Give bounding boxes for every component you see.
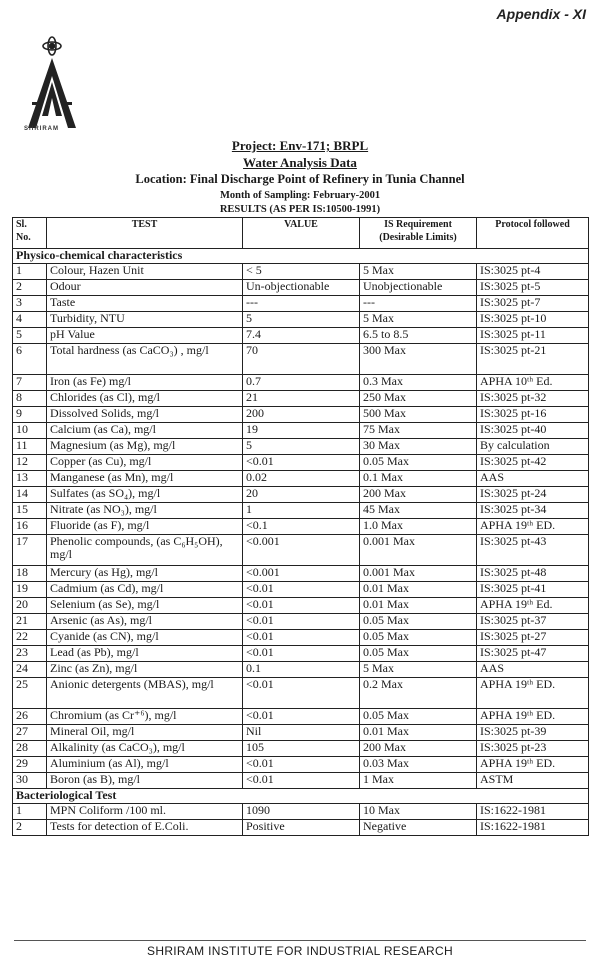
cell-test: Cadmium (as Cd), mg/l bbox=[47, 582, 243, 598]
table-row bbox=[13, 773, 589, 789]
table-row bbox=[13, 503, 589, 519]
cell-sl-no: 2 bbox=[13, 280, 47, 296]
cell-value: 0.7 bbox=[243, 375, 360, 391]
table-row bbox=[13, 582, 589, 598]
cell-sl-no: 23 bbox=[13, 646, 47, 662]
cell-sl-no: 2 bbox=[13, 820, 47, 836]
section-header-row bbox=[13, 249, 589, 264]
cell-requirement: 1.0 Max bbox=[360, 519, 477, 535]
cell-requirement: 10 Max bbox=[360, 804, 477, 820]
cell-protocol: AAS bbox=[477, 662, 589, 678]
document-title: Water Analysis Data bbox=[243, 155, 357, 170]
logo-text: SHRIRAM bbox=[24, 126, 59, 132]
table-row bbox=[13, 566, 589, 582]
cell-test: Cyanide (as CN), mg/l bbox=[47, 630, 243, 646]
column-header-protocol: Protocol followed bbox=[477, 218, 589, 249]
cell-sl-no: 29 bbox=[13, 757, 47, 773]
cell-protocol: IS:3025 pt-34 bbox=[477, 503, 589, 519]
cell-protocol: By calculation bbox=[477, 439, 589, 455]
results-standard: RESULTS (AS PER IS:10500-1991) bbox=[219, 204, 381, 215]
cell-test: Chromium (as Cr⁺⁶), mg/l bbox=[47, 709, 243, 725]
cell-sl-no: 14 bbox=[13, 487, 47, 503]
cell-protocol: IS:3025 pt-10 bbox=[477, 312, 589, 328]
cell-test: Lead (as Pb), mg/l bbox=[47, 646, 243, 662]
cell-test: Manganese (as Mn), mg/l bbox=[47, 471, 243, 487]
table-row bbox=[13, 344, 589, 375]
cell-value: 20 bbox=[243, 487, 360, 503]
section-title: Physico-chemical characteristics bbox=[13, 249, 589, 264]
cell-test: Phenolic compounds, (as C₆H₅OH), mg/l bbox=[47, 535, 243, 566]
cell-test: Dissolved Solids, mg/l bbox=[47, 407, 243, 423]
table-row bbox=[13, 312, 589, 328]
cell-value: 200 bbox=[243, 407, 360, 423]
table-row bbox=[13, 487, 589, 503]
cell-value: 21 bbox=[243, 391, 360, 407]
cell-test: Zinc (as Zn), mg/l bbox=[47, 662, 243, 678]
cell-sl-no: 3 bbox=[13, 296, 47, 312]
cell-test: Calcium (as Ca), mg/l bbox=[47, 423, 243, 439]
cell-sl-no: 1 bbox=[13, 804, 47, 820]
cell-requirement: 0.05 Max bbox=[360, 614, 477, 630]
cell-test: Mercury (as Hg), mg/l bbox=[47, 566, 243, 582]
cell-sl-no: 13 bbox=[13, 471, 47, 487]
cell-protocol: IS:3025 pt-32 bbox=[477, 391, 589, 407]
cell-sl-no: 12 bbox=[13, 455, 47, 471]
cell-protocol: IS:3025 pt-41 bbox=[477, 582, 589, 598]
cell-requirement: 300 Max bbox=[360, 344, 477, 375]
cell-value: <0.01 bbox=[243, 455, 360, 471]
cell-requirement: 0.001 Max bbox=[360, 566, 477, 582]
cell-value: <0.01 bbox=[243, 757, 360, 773]
cell-sl-no: 16 bbox=[13, 519, 47, 535]
table-row bbox=[13, 804, 589, 820]
sampling-month: Month of Sampling: February-2001 bbox=[219, 190, 381, 201]
cell-value: Positive bbox=[243, 820, 360, 836]
cell-test: Selenium (as Se), mg/l bbox=[47, 598, 243, 614]
column-header-sl: Sl. No. bbox=[13, 218, 47, 249]
cell-sl-no: 11 bbox=[13, 439, 47, 455]
cell-sl-no: 15 bbox=[13, 503, 47, 519]
cell-sl-no: 18 bbox=[13, 566, 47, 582]
cell-value: <0.01 bbox=[243, 709, 360, 725]
cell-requirement: 0.3 Max bbox=[360, 375, 477, 391]
cell-protocol: IS:1622-1981 bbox=[477, 820, 589, 836]
cell-sl-no: 26 bbox=[13, 709, 47, 725]
cell-protocol: IS:3025 pt-4 bbox=[477, 264, 589, 280]
cell-value: <0.01 bbox=[243, 773, 360, 789]
cell-requirement: 6.5 to 8.5 bbox=[360, 328, 477, 344]
table-row bbox=[13, 614, 589, 630]
cell-sl-no: 9 bbox=[13, 407, 47, 423]
cell-value: <0.01 bbox=[243, 646, 360, 662]
cell-test: Odour bbox=[47, 280, 243, 296]
table-row bbox=[13, 391, 589, 407]
cell-requirement: 200 Max bbox=[360, 741, 477, 757]
cell-protocol: APHA 10ᵗʰ Ed. bbox=[477, 375, 589, 391]
cell-test: Copper (as Cu), mg/l bbox=[47, 455, 243, 471]
cell-sl-no: 25 bbox=[13, 678, 47, 709]
column-header-value: VALUE bbox=[243, 218, 360, 249]
cell-requirement: Negative bbox=[360, 820, 477, 836]
cell-value: <0.01 bbox=[243, 598, 360, 614]
table-row bbox=[13, 757, 589, 773]
cell-requirement: 0.01 Max bbox=[360, 582, 477, 598]
table-row bbox=[13, 264, 589, 280]
cell-requirement: 5 Max bbox=[360, 312, 477, 328]
cell-test: Alkalinity (as CaCO₃), mg/l bbox=[47, 741, 243, 757]
cell-protocol: APHA 19ᵗʰ ED. bbox=[477, 678, 589, 709]
cell-test: pH Value bbox=[47, 328, 243, 344]
cell-sl-no: 5 bbox=[13, 328, 47, 344]
cell-test: Arsenic (as As), mg/l bbox=[47, 614, 243, 630]
cell-sl-no: 4 bbox=[13, 312, 47, 328]
cell-requirement: 30 Max bbox=[360, 439, 477, 455]
cell-requirement: 5 Max bbox=[360, 662, 477, 678]
table-row bbox=[13, 375, 589, 391]
cell-requirement: 0.2 Max bbox=[360, 678, 477, 709]
cell-test: Fluoride (as F), mg/l bbox=[47, 519, 243, 535]
cell-value: 70 bbox=[243, 344, 360, 375]
cell-requirement: 1 Max bbox=[360, 773, 477, 789]
cell-sl-no: 1 bbox=[13, 264, 47, 280]
cell-requirement: 500 Max bbox=[360, 407, 477, 423]
cell-sl-no: 10 bbox=[13, 423, 47, 439]
cell-value: < 5 bbox=[243, 264, 360, 280]
cell-requirement: 0.05 Max bbox=[360, 455, 477, 471]
column-header-requirement: IS Requirement (Desirable Limits) bbox=[360, 218, 477, 249]
table-row bbox=[13, 439, 589, 455]
cell-protocol: IS:3025 pt-37 bbox=[477, 614, 589, 630]
cell-test: Tests for detection of E.Coli. bbox=[47, 820, 243, 836]
cell-protocol: AAS bbox=[477, 471, 589, 487]
cell-requirement: 0.05 Max bbox=[360, 709, 477, 725]
cell-test: Chlorides (as Cl), mg/l bbox=[47, 391, 243, 407]
cell-value: 0.02 bbox=[243, 471, 360, 487]
cell-protocol: IS:3025 pt-47 bbox=[477, 646, 589, 662]
table-row bbox=[13, 646, 589, 662]
table-row bbox=[13, 678, 589, 709]
cell-sl-no: 24 bbox=[13, 662, 47, 678]
cell-protocol: IS:3025 pt-42 bbox=[477, 455, 589, 471]
cell-protocol: APHA 19ᵗʰ Ed. bbox=[477, 598, 589, 614]
cell-protocol: IS:3025 pt-21 bbox=[477, 344, 589, 375]
cell-value: <0.01 bbox=[243, 678, 360, 709]
water-analysis-table bbox=[12, 217, 589, 836]
footer-institute: SHRIRAM INSTITUTE FOR INDUSTRIAL RESEARCH bbox=[147, 944, 453, 958]
location-line: Location: Final Discharge Point of Refinery in Tunia Channel bbox=[135, 172, 465, 186]
cell-protocol: IS:3025 pt-24 bbox=[477, 487, 589, 503]
cell-test: Magnesium (as Mg), mg/l bbox=[47, 439, 243, 455]
cell-test: Mineral Oil, mg/l bbox=[47, 725, 243, 741]
cell-test: MPN Coliform /100 ml. bbox=[47, 804, 243, 820]
cell-sl-no: 28 bbox=[13, 741, 47, 757]
shriram-logo-icon bbox=[22, 36, 82, 134]
cell-protocol: IS:3025 pt-40 bbox=[477, 423, 589, 439]
cell-value: 1090 bbox=[243, 804, 360, 820]
cell-test: Nitrate (as NO₃), mg/l bbox=[47, 503, 243, 519]
cell-test: Colour, Hazen Unit bbox=[47, 264, 243, 280]
cell-test: Aluminium (as Al), mg/l bbox=[47, 757, 243, 773]
table-row bbox=[13, 280, 589, 296]
cell-test: Sulfates (as SO₄), mg/l bbox=[47, 487, 243, 503]
cell-value: 7.4 bbox=[243, 328, 360, 344]
table-row bbox=[13, 598, 589, 614]
cell-sl-no: 6 bbox=[13, 344, 47, 375]
cell-test: Anionic detergents (MBAS), mg/l bbox=[47, 678, 243, 709]
table-row bbox=[13, 709, 589, 725]
cell-sl-no: 22 bbox=[13, 630, 47, 646]
appendix-label: Appendix - XI bbox=[496, 6, 586, 22]
cell-value: 1 bbox=[243, 503, 360, 519]
cell-requirement: 0.05 Max bbox=[360, 630, 477, 646]
project-title: Project: Env-171; BRPL bbox=[231, 138, 369, 153]
cell-requirement: 200 Max bbox=[360, 487, 477, 503]
cell-value: Nil bbox=[243, 725, 360, 741]
cell-requirement: 45 Max bbox=[360, 503, 477, 519]
cell-protocol: APHA 19ᵗʰ ED. bbox=[477, 757, 589, 773]
table-row bbox=[13, 820, 589, 836]
table-row bbox=[13, 662, 589, 678]
cell-value: <0.001 bbox=[243, 566, 360, 582]
cell-protocol: IS:3025 pt-48 bbox=[477, 566, 589, 582]
section-title: Bacteriological Test bbox=[13, 789, 589, 804]
cell-requirement: 0.05 Max bbox=[360, 646, 477, 662]
cell-requirement: Unobjectionable bbox=[360, 280, 477, 296]
table-row bbox=[13, 725, 589, 741]
table-header-row bbox=[13, 218, 589, 249]
cell-protocol: APHA 19ᵗʰ ED. bbox=[477, 519, 589, 535]
table-row bbox=[13, 423, 589, 439]
cell-requirement: 250 Max bbox=[360, 391, 477, 407]
cell-protocol: IS:3025 pt-43 bbox=[477, 535, 589, 566]
cell-requirement: 75 Max bbox=[360, 423, 477, 439]
section-header-row bbox=[13, 789, 589, 804]
table-row bbox=[13, 407, 589, 423]
cell-value: --- bbox=[243, 296, 360, 312]
cell-protocol: IS:3025 pt-23 bbox=[477, 741, 589, 757]
cell-requirement: 0.01 Max bbox=[360, 725, 477, 741]
cell-test: Iron (as Fe) mg/l bbox=[47, 375, 243, 391]
cell-value: <0.01 bbox=[243, 614, 360, 630]
table-row bbox=[13, 296, 589, 312]
cell-sl-no: 7 bbox=[13, 375, 47, 391]
cell-protocol: IS:3025 pt-27 bbox=[477, 630, 589, 646]
cell-value: 19 bbox=[243, 423, 360, 439]
cell-value: <0.01 bbox=[243, 582, 360, 598]
cell-protocol: ASTM bbox=[477, 773, 589, 789]
cell-protocol: IS:3025 pt-7 bbox=[477, 296, 589, 312]
cell-value: Un-objectionable bbox=[243, 280, 360, 296]
table-row bbox=[13, 630, 589, 646]
cell-sl-no: 20 bbox=[13, 598, 47, 614]
table-row bbox=[13, 535, 589, 566]
cell-requirement: 0.001 Max bbox=[360, 535, 477, 566]
cell-value: 0.1 bbox=[243, 662, 360, 678]
cell-protocol: IS:3025 pt-16 bbox=[477, 407, 589, 423]
cell-test: Total hardness (as CaCO₃) , mg/l bbox=[47, 344, 243, 375]
cell-protocol: IS:3025 pt-5 bbox=[477, 280, 589, 296]
cell-value: 5 bbox=[243, 312, 360, 328]
cell-protocol: IS:3025 pt-11 bbox=[477, 328, 589, 344]
cell-sl-no: 19 bbox=[13, 582, 47, 598]
cell-value: <0.1 bbox=[243, 519, 360, 535]
footer-divider bbox=[14, 940, 586, 941]
table-row bbox=[13, 519, 589, 535]
cell-requirement: 0.03 Max bbox=[360, 757, 477, 773]
table-body bbox=[13, 249, 589, 836]
cell-value: 5 bbox=[243, 439, 360, 455]
table-row bbox=[13, 471, 589, 487]
table-row bbox=[13, 328, 589, 344]
cell-protocol: IS:1622-1981 bbox=[477, 804, 589, 820]
cell-test: Taste bbox=[47, 296, 243, 312]
cell-protocol: IS:3025 pt-39 bbox=[477, 725, 589, 741]
cell-value: <0.001 bbox=[243, 535, 360, 566]
cell-test: Boron (as B), mg/l bbox=[47, 773, 243, 789]
column-header-test: TEST bbox=[47, 218, 243, 249]
cell-requirement: 5 Max bbox=[360, 264, 477, 280]
cell-requirement: 0.01 Max bbox=[360, 598, 477, 614]
cell-value: 105 bbox=[243, 741, 360, 757]
cell-sl-no: 30 bbox=[13, 773, 47, 789]
cell-requirement: 0.1 Max bbox=[360, 471, 477, 487]
table-row bbox=[13, 455, 589, 471]
cell-protocol: APHA 19ᵗʰ ED. bbox=[477, 709, 589, 725]
cell-sl-no: 27 bbox=[13, 725, 47, 741]
cell-sl-no: 8 bbox=[13, 391, 47, 407]
cell-requirement: --- bbox=[360, 296, 477, 312]
cell-value: <0.01 bbox=[243, 630, 360, 646]
cell-test: Turbidity, NTU bbox=[47, 312, 243, 328]
table-row bbox=[13, 741, 589, 757]
cell-sl-no: 17 bbox=[13, 535, 47, 566]
cell-sl-no: 21 bbox=[13, 614, 47, 630]
